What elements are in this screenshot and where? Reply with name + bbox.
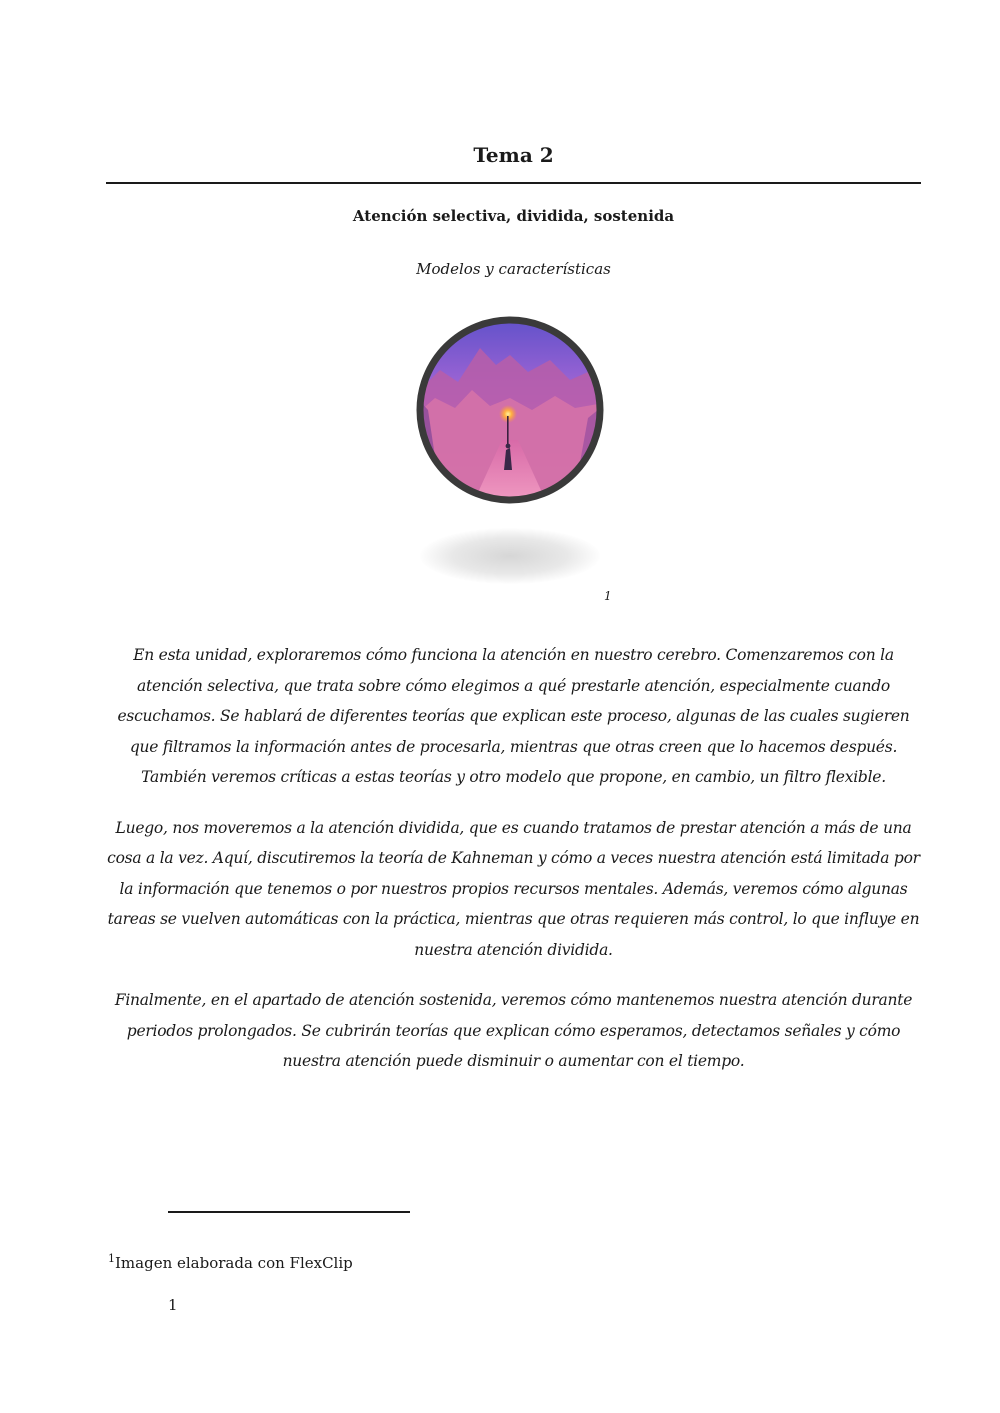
title-divider (106, 182, 921, 184)
section-tagline: Modelos y características (416, 260, 611, 278)
footnote-divider (168, 1211, 410, 1213)
page-number: 1 (168, 1296, 178, 1314)
figure-footnote-marker: 1 (604, 589, 612, 603)
illustration-shadow (420, 528, 600, 584)
page-title: Tema 2 (473, 143, 554, 167)
circular-mountain-landscape-illustration (410, 310, 610, 510)
footnote-text: Imagen elaborada con FlexClip (115, 1254, 353, 1272)
body-text (106, 640, 921, 1097)
paragraph: Luego, nos moveremos a la atención dividida, que es cuando tratamos de prestar atención a más de una cosa a la vez. Aquí, discutiremos la teoría de Kahneman y cómo a veces nuestra atención está limitada por la información que tenemos o por nuestros propios recursos mentales. Además, veremos cómo algunas tareas se vuelven automáticas con la práctica, mientras que otras requieren más control, lo que influye en nuestra atención dividida. (107, 818, 920, 959)
footnote-marker: 1 (108, 1252, 115, 1265)
paragraph: Finalmente, en el apartado de atención sostenida, veremos cómo mantenemos nuestra atención durante periodos prolongados. Se cubrirán teorías que explican cómo esperamos, detectamos señales y cómo nuestra atención puede disminuir o aumentar con el tiempo. (114, 991, 913, 1070)
paragraph: En esta unidad, exploraremos cómo funciona la atención en nuestro cerebro. Comenzaremos con la atención selectiva, que trata sobre cómo elegimos a qué prestarle atención, especialmente cuando escuchamos. Se hablará de diferentes teorías que explican este proceso, algunas de las cuales sugieren que filtramos la información antes de procesarla, mientras que otras creen que lo hacemos después. También veremos críticas a estas teorías y otro modelo que propone, en cambio, un filtro flexible. (117, 646, 910, 786)
section-subtitle: Atención selectiva, dividida, sostenida (352, 207, 675, 225)
footnote (108, 1252, 353, 1274)
